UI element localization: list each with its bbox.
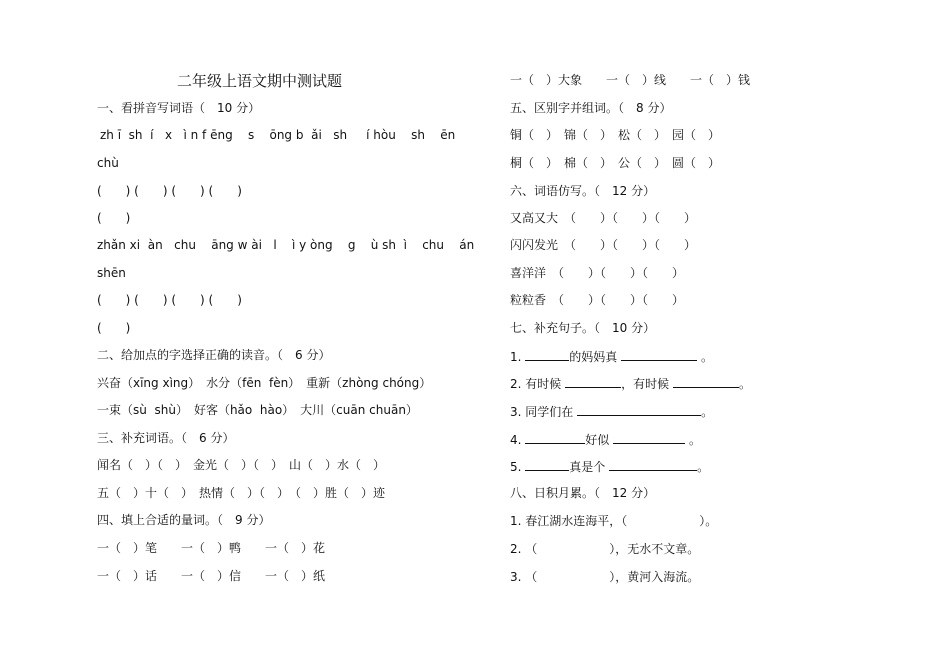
section-4-heading: 四、填上合适的量词。（ 9 分） [97,513,271,527]
word-fill-row: 闻名（ ）（ ） 金光（ ）（ ） 山（ ）水（ ） [97,458,386,472]
blank-line[interactable] [565,375,621,388]
blank-line[interactable] [577,403,701,416]
sentence-row: 5. 真是个 。 [510,460,710,474]
section-1-heading: 一、看拼音写词语（ 10 分） [97,101,261,115]
blank-line[interactable] [525,431,585,444]
blank-line[interactable] [525,348,569,361]
answer-brackets: ( ) [97,211,131,225]
char-compare-row: 铜（ ） 锦（ ） 松（ ） 园（ ） [510,128,721,142]
page-title: 二年级上语文期中测试题 [177,72,343,90]
word-fill-row: 五（ ）十（ ） 热情（ ）（ ） （ ）胜（ ）迹 [97,486,386,500]
pinyin-line: zhǎn xi àn chu āng w ài l ì y òng g ù sh ì chu án [97,238,475,252]
measure-word-row: 一（ ）大象 一（ ）线 一（ ）钱 [510,73,751,87]
imitation-row: 闪闪发光 （ ）（ ）（ ） [510,238,697,252]
answer-brackets: ( ) ( ) ( ) ( ) [97,184,242,198]
blank-line[interactable] [621,348,697,361]
reading-choices: 兴奋（xīng xìng） 水分（fēn fèn） 重新（zhòng chóng） [97,376,432,390]
char-compare-row: 桐（ ） 棉（ ） 公（ ） 圆（ ） [510,156,721,170]
section-3-heading: 三、补充词语。（ 6 分） [97,431,235,445]
sentence-row: 4. 好似 。 [510,433,701,447]
poem-fill-row: 1. 春江湖水连海平，（ ）。 [510,514,718,528]
section-6-heading: 六、词语仿写。（ 12 分） [510,184,656,198]
reading-choices: 一束（sù shù） 好客（hǎo hào） 大川（cuān chuān） [97,403,418,417]
blank-line[interactable] [609,458,697,471]
answer-brackets: ( ) ( ) ( ) ( ) [97,293,242,307]
pinyin-line: chù [97,156,119,170]
sentence-row: 1. 的妈妈真 。 [510,350,713,364]
measure-word-row: 一（ ）笔 一（ ）鸭 一（ ）花 [97,541,326,555]
imitation-row: 又高又大 （ ）（ ）（ ） [510,211,697,225]
pinyin-line: shēn [97,266,126,280]
section-8-heading: 八、日积月累。（ 12 分） [510,486,656,500]
sentence-row: 2. 有时候 ，有时候 。 [510,377,751,391]
blank-line[interactable] [525,458,569,471]
blank-line[interactable] [673,375,739,388]
imitation-row: 粒粒香 （ ）（ ）（ ） [510,293,685,307]
answer-brackets: ( ) [97,321,131,335]
section-2-heading: 二、给加点的字选择正确的读音。（ 6 分） [97,348,331,362]
poem-fill-row: 2. （ ），无水不文章。 [510,542,700,556]
section-7-heading: 七、补充句子。（ 10 分） [510,321,656,335]
sentence-row: 3. 同学们在 。 [510,405,714,419]
section-5-heading: 五、区别字并组词。（ 8 分） [510,101,672,115]
pinyin-line: zh ī sh í x ì n f ēng s ōng b ǎi sh í hòu sh ēn [100,128,456,142]
poem-fill-row: 3. （ ），黄河入海流。 [510,570,700,584]
blank-line[interactable] [613,431,685,444]
measure-word-row: 一（ ）话 一（ ）信 一（ ）纸 [97,569,326,583]
imitation-row: 喜洋洋 （ ）（ ）（ ） [510,266,685,280]
